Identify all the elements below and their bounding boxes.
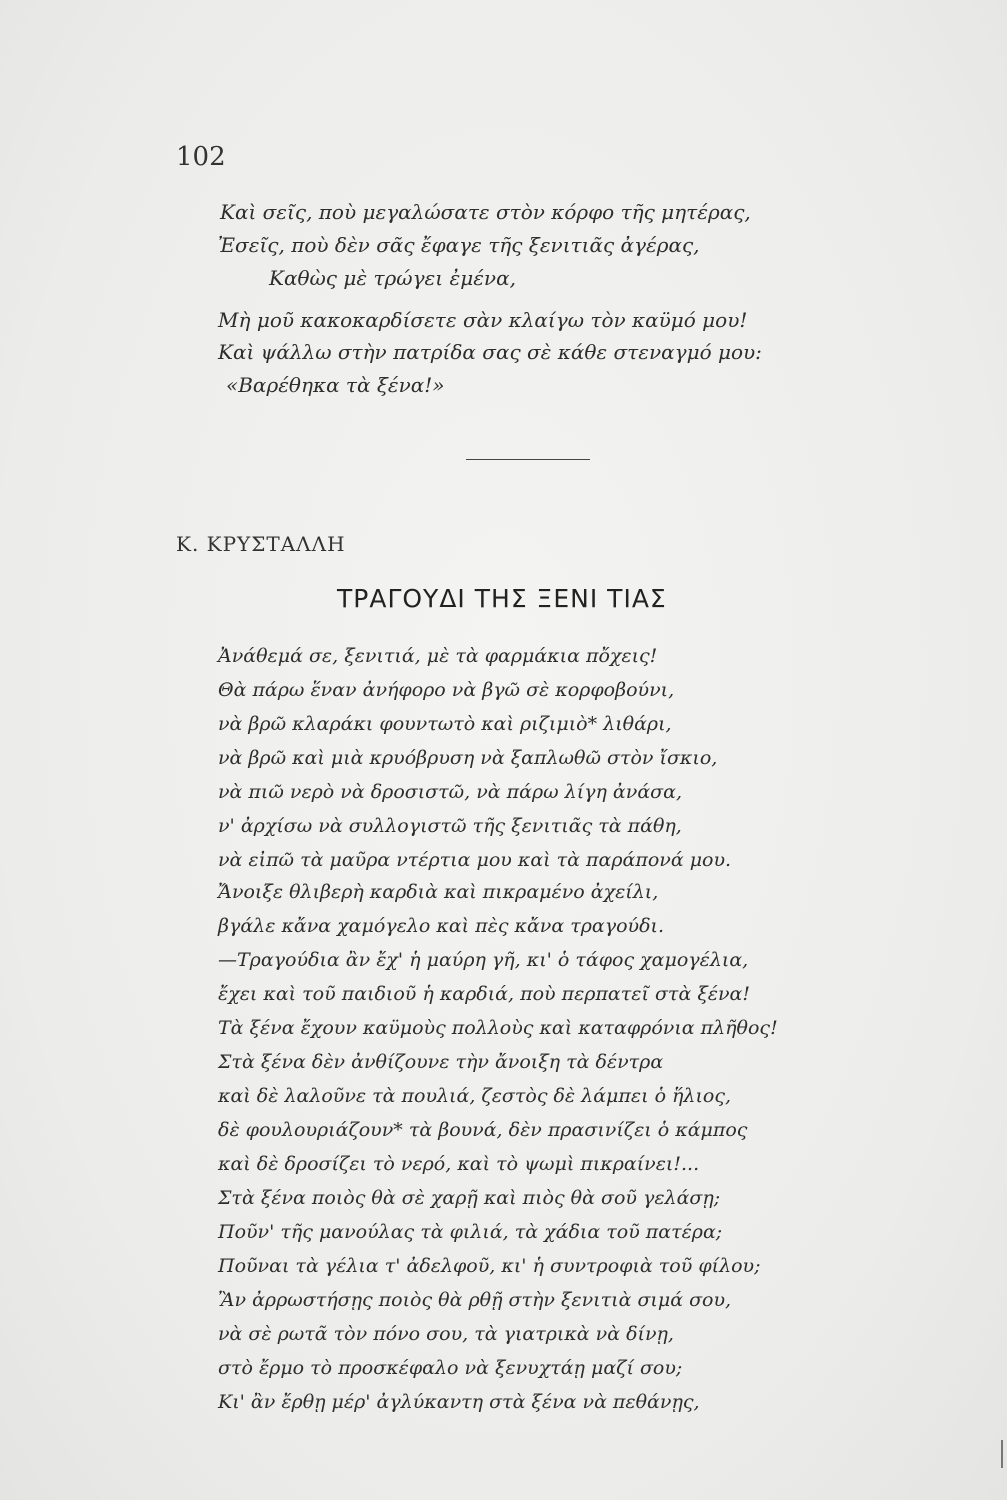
poem-line: ν' ἀρχίσω νὰ συλλογιστῶ τῆς ξενιτιᾶς τὰ πάθη, (218, 815, 682, 837)
poem-line: νὰ πιῶ νερὸ νὰ δροσιστῶ, νὰ πάρω λίγη ἀνάσα, (218, 781, 682, 803)
poem-line: Ἀνάθεμά σε, ξενιτιά, μὲ τὰ φαρμάκια πὄχεις! (218, 645, 658, 667)
poem-line: νὰ βρῶ καὶ μιὰ κρυόβρυση νὰ ξαπλωθῶ στὸν ἴσκιο, (218, 747, 718, 769)
poem-line: Στὰ ξένα δὲν ἀνθίζουνε τὴν ἄνοιξη τὰ δέντρα (218, 1051, 664, 1073)
poem-line: καὶ δὲ λαλοῦνε τὰ πουλιά, ζεστὸς δὲ λάμπει ὁ ἥλιος, (218, 1085, 732, 1107)
poem-line: νὰ εἰπῶ τὰ μαῦρα ντέρτια μου καὶ τὰ παράπονά μου. (218, 849, 732, 871)
stanza-line: Μὴ μοῦ κακοκαρδίσετε σὰν κλαίγω τὸν καϋμό μου! (218, 308, 748, 332)
poem-line: Ποῦν' τῆς μανούλας τὰ φιλιά, τὰ χάδια τοῦ πατέρα; (218, 1221, 723, 1243)
stanza-line: Καὶ ψάλλω στὴν πατρίδα σας σὲ κάθε στεναγμό μου: (218, 340, 762, 364)
poem-line: Τὰ ξένα ἔχουν καϋμοὺς πολλοὺς καὶ καταφρόνια πλῆθος! (218, 1017, 778, 1039)
poem-line: Ἄνοιξε θλιβερὴ καρδιὰ καὶ πικραμένο ἀχείλι, (218, 881, 659, 903)
poem-title: ΤΡΑΓΟΥΔΙ ΤΗΣ ΞΕΝΙ ΤΙΑΣ (337, 584, 667, 613)
poem-line: Ἂν ἀρρωστήσῃς ποιὸς θὰ ρθῇ στὴν ξενιτιὰ σιμά σου, (218, 1289, 732, 1311)
poem-line: ἔχει καὶ τοῦ παιδιοῦ ἡ καρδιά, ποὺ περπατεῖ στὰ ξένα! (218, 983, 750, 1005)
page-number: 102 (176, 142, 226, 172)
poem-line: Θὰ πάρω ἕναν ἀνήφορο νὰ βγῶ σὲ κορφοβούνι, (218, 679, 675, 701)
poem-line: Ποῦναι τὰ γέλια τ' ἀδελφοῦ, κι' ἡ συντροφιὰ τοῦ φίλου; (218, 1255, 761, 1277)
poem-line: καὶ δὲ δροσίζει τὸ νερό, καὶ τὸ ψωμὶ πικραίνει!... (218, 1153, 700, 1175)
stanza-line: «Βαρέθηκα τὰ ξένα!» (226, 373, 445, 397)
poem-author: Κ. ΚΡΥΣΤΑΛΛΗ (176, 532, 346, 556)
scan-edge-mark (1001, 1440, 1003, 1468)
stanza-line: Καθὼς μὲ τρώγει ἐμένα, (269, 266, 516, 290)
poem-line: Κι' ἂν ἔρθῃ μέρ' ἀγλύκαντη στὰ ξένα νὰ πεθάνῃς, (218, 1391, 700, 1413)
poem-line: Στὰ ξένα ποιὸς θὰ σὲ χαρῇ καὶ πιὸς θὰ σοῦ γελάσῃ; (218, 1187, 721, 1209)
section-divider (466, 459, 590, 460)
poem-line: νὰ σὲ ρωτᾶ τὸν πόνο σου, τὰ γιατρικὰ νὰ δίνῃ, (218, 1323, 674, 1345)
stanza-line: Καὶ σεῖς, ποὺ μεγαλώσατε στὸν κόρφο τῆς μητέρας, (220, 200, 751, 224)
poem-line: δὲ φουλουριάζουν* τὰ βουνά, δὲν πρασινίζει ὁ κάμπος (218, 1119, 748, 1141)
poem-line: βγάλε κἄνα χαμόγελο καὶ πὲς κἄνα τραγούδι. (218, 915, 664, 937)
poem-line: στὸ ἔρμο τὸ προσκέφαλο νὰ ξενυχτάῃ μαζί σου; (218, 1357, 683, 1379)
poem-line: —Τραγούδια ἂν ἔχ' ἡ μαύρη γῆ, κι' ὁ τάφος χαμογέλια, (218, 949, 749, 971)
poem-line: νὰ βρῶ κλαράκι φουντωτὸ καὶ ριζιμιὸ* λιθάρι, (218, 713, 672, 735)
stanza-line: Ἐσεῖς, ποὺ δὲν σᾶς ἔφαγε τῆς ξενιτιᾶς ἀγέρας, (218, 233, 700, 257)
